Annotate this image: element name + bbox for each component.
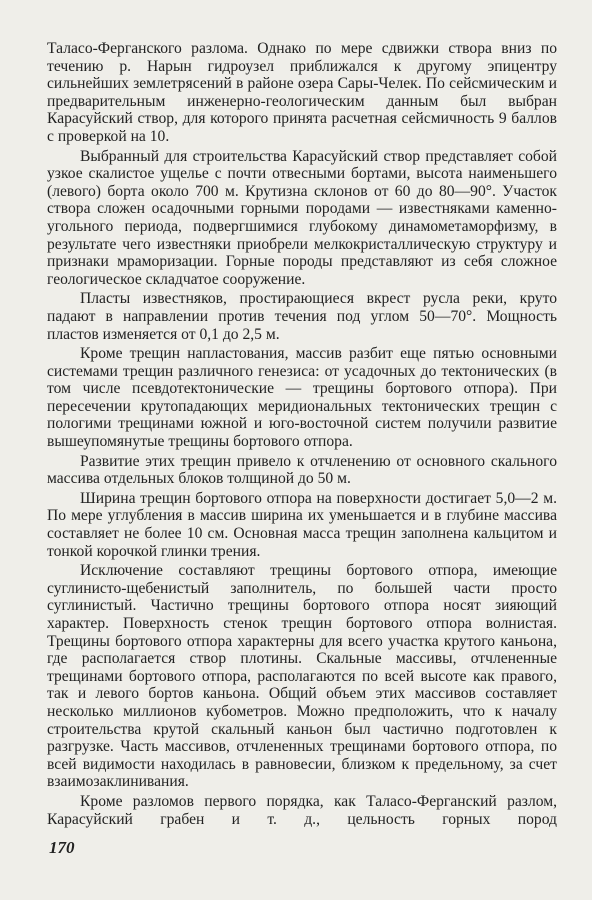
paragraph: Исключение составляют трещины бортового отпора, имеющие суглинисто-щебенистый заполнитель, по большей части просто суглинистый. Частично трещины бортового отпора носят зияющий характер. Поверхность стенок трещин бортового отпора волнистая. Трещины бортового отпора характерны для всего участка крутого каньона, где располагается створ плотины. Скальные массивы, отчлененные трещинами бортового отпора, располагаются по всей высоте как правого, так и левого бортов каньона. Общий объем этих массивов составляет несколько миллионов кубометров. Можно предположить, что к началу строительства крутой скальный каньон был частично подготовлен к разгрузке. Часть массивов, отчлененных трещинами бортового отпора, по всей видимости находилась в равновесии, близком к предельному, за счет взаимозаклинивания.	[47, 562, 557, 791]
paragraph: Пласты известняков, простирающиеся вкрест русла реки, круто падают в направлении против течения под углом 50—70°. Мощность пластов изменяется от 0,1 до 2,5 м.	[47, 290, 557, 343]
paragraph: Таласо-Ферганского разлома. Однако по мере сдвижки створа вниз по течению р. Нарын гидроузел приближался к другому эпицентру сильнейших землетрясений в районе озера Сары-Челек. По сейсмическим и предварительным инженерно-геологическим данным был выбран Карасуйский створ, для которого принята расчетная сейсмичность 9 баллов с проверкой на 10.	[47, 40, 557, 145]
body-text	[47, 40, 557, 830]
page-number: 170	[49, 838, 75, 857]
paragraph: Развитие этих трещин привело к отчленению от основного скального массива отдельных блоков толщиной до 50 м.	[47, 452, 557, 488]
paragraph: Кроме разломов первого порядка, как Таласо-Ферганский разлом, Карасуйский грабен и т. д., цельность горных пород	[47, 792, 557, 828]
paragraph: Выбранный для строительства Карасуйский створ представляет собой узкое скалистое ущелье с почти отвесными бортами, высота наименьшего (левого) борта около 700 м. Крутизна склонов от 60 до 80—90°. Участок створа сложен осадочными горными породами — известняками каменно-угольного периода, подвергшимися глубокому динамометаморфизму, в результате чего известняки приобрели мелкокристаллическую структуру и признаки мраморизации. Горные породы представляют из себя сложное геологическое складчатое сооружение.	[47, 147, 557, 288]
paragraph: Ширина трещин бортового отпора на поверхности достигает 5,0—2 м. По мере углубления в массив ширина их уменьшается и в глубине массива составляет не более 10 см. Основная масса трещин заполнена кальцитом и тонкой корочкой глинки трения.	[47, 489, 557, 560]
paragraph: Кроме трещин напластования, массив разбит еще пятью основными системами трещин различного генезиса: от усадочных до тектонических (в том числе псевдотектонические — трещины бортового отпора). При пересечении крутопадающих меридиональных тектонических трещин с пологими трещинами южной и юго-восточной систем получили развитие вышеупомянутые трещины бортового отпора.	[47, 345, 557, 451]
